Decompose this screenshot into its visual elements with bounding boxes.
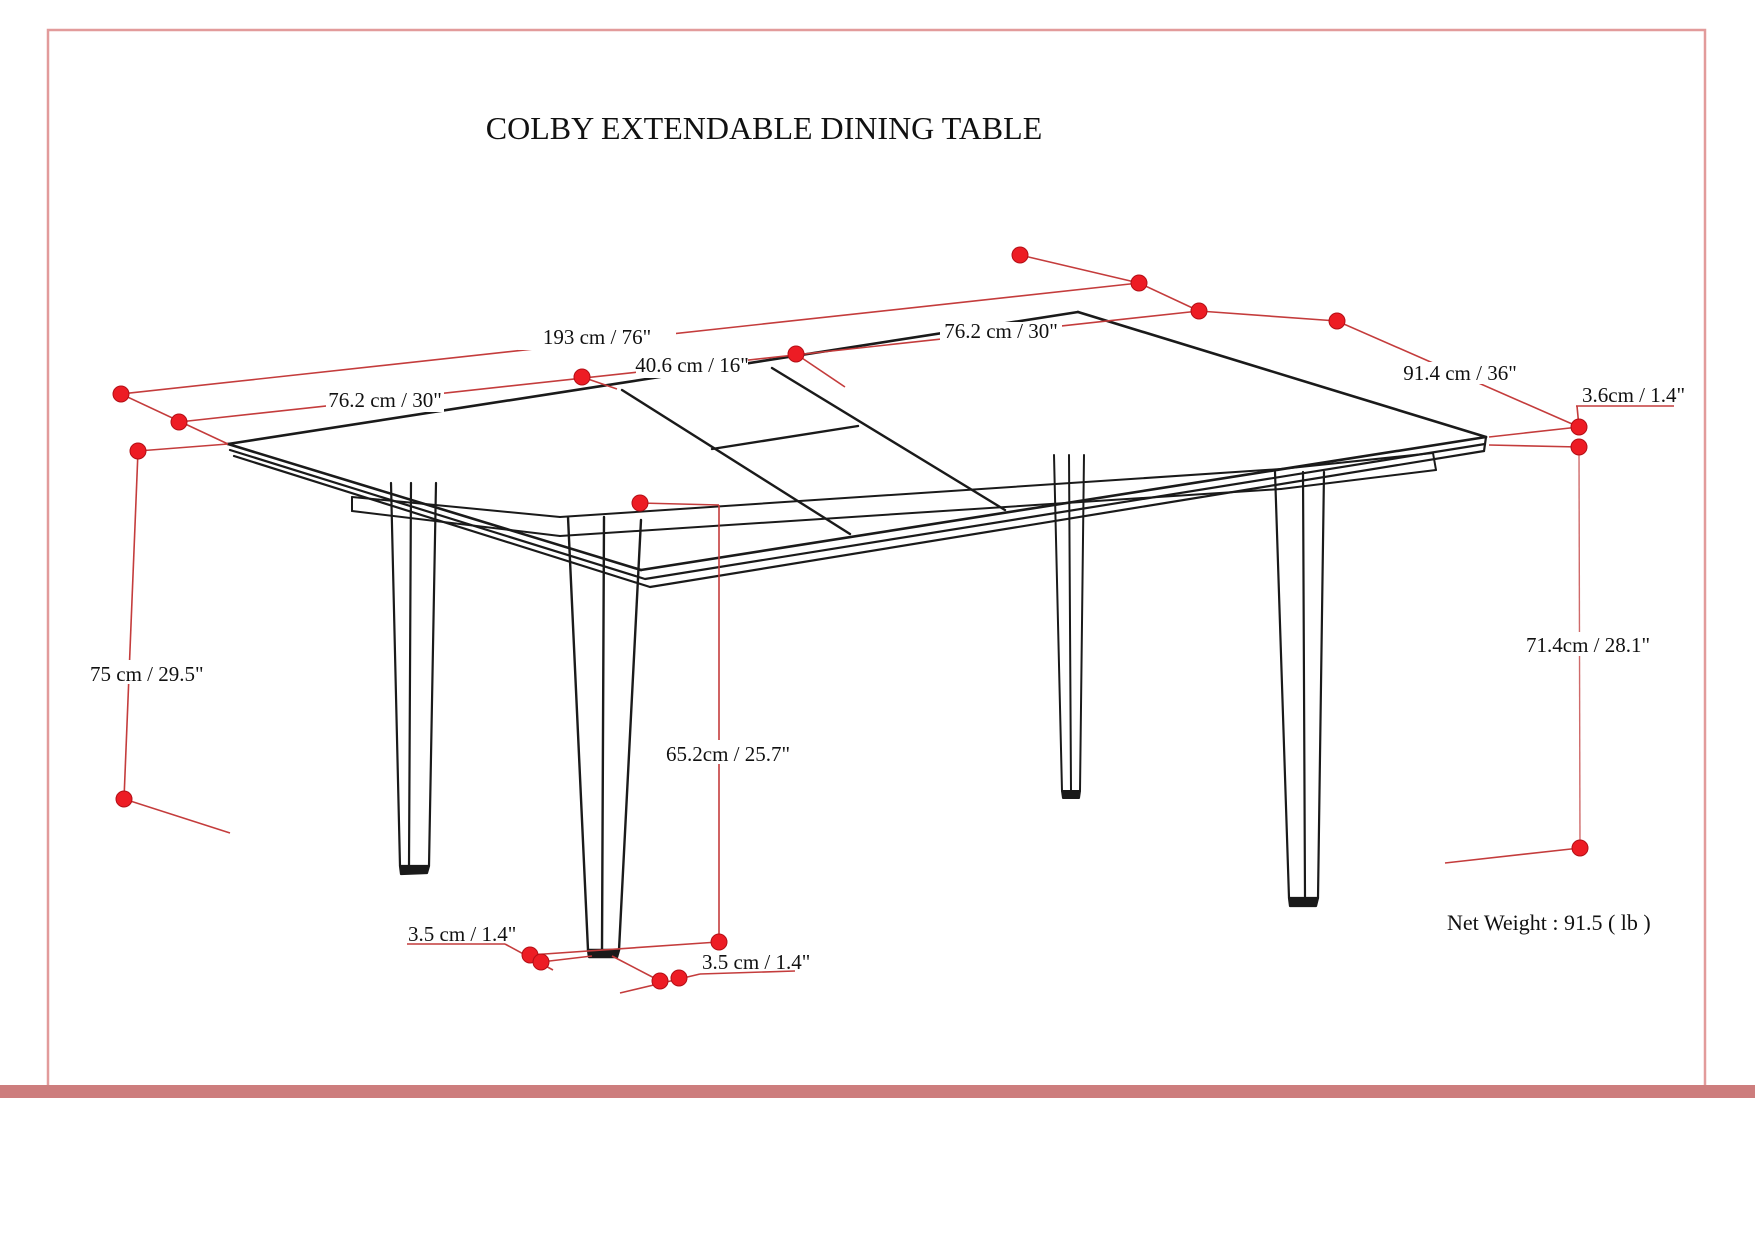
dim-label-left-section: 76.2 cm / 30" [328, 388, 442, 412]
dim-label-total-length: 193 cm / 76" [542, 325, 652, 349]
leg-front-left [568, 517, 641, 957]
dim-label-table-height: 75 cm / 29.5" [90, 662, 204, 686]
tabletop-outline [228, 312, 1486, 570]
labels [90, 110, 1685, 974]
dim-label-thickness: 3.6cm / 1.4" [1582, 383, 1686, 407]
dim-label-leg-height: 65.2cm / 25.7" [666, 742, 791, 766]
dim-line-table-height [124, 451, 138, 799]
dimension-dots [113, 247, 1588, 989]
leg-front-right [1275, 472, 1324, 906]
tabletop-bevel [230, 437, 1486, 587]
leg-back-left [391, 483, 436, 874]
apron [352, 453, 1436, 536]
witness-leaf-right [796, 354, 845, 387]
leg-back-right [1054, 455, 1084, 798]
witness-right-end [1139, 283, 1199, 311]
dim-label-right-section: 76.2 cm / 30" [944, 319, 1058, 343]
bottom-band [0, 1085, 1755, 1098]
dim-label-underside-height: 71.4cm / 28.1" [1526, 633, 1651, 657]
dim-label-leg-width-front: 3.5 cm / 1.4" [408, 922, 517, 946]
net-weight-label: Net Weight : 91.5 ( lb ) [1447, 910, 1651, 935]
witness-back-corner [1020, 255, 1139, 283]
page-border [0, 30, 1755, 1098]
dim-label-leaf: 40.6 cm / 16" [635, 353, 749, 377]
dim-label-leg-width-side: 3.5 cm / 1.4" [702, 950, 811, 974]
dim-label-depth: 91.4 cm / 36" [1403, 361, 1517, 385]
page-title: COLBY EXTENDABLE DINING TABLE [485, 110, 1043, 146]
